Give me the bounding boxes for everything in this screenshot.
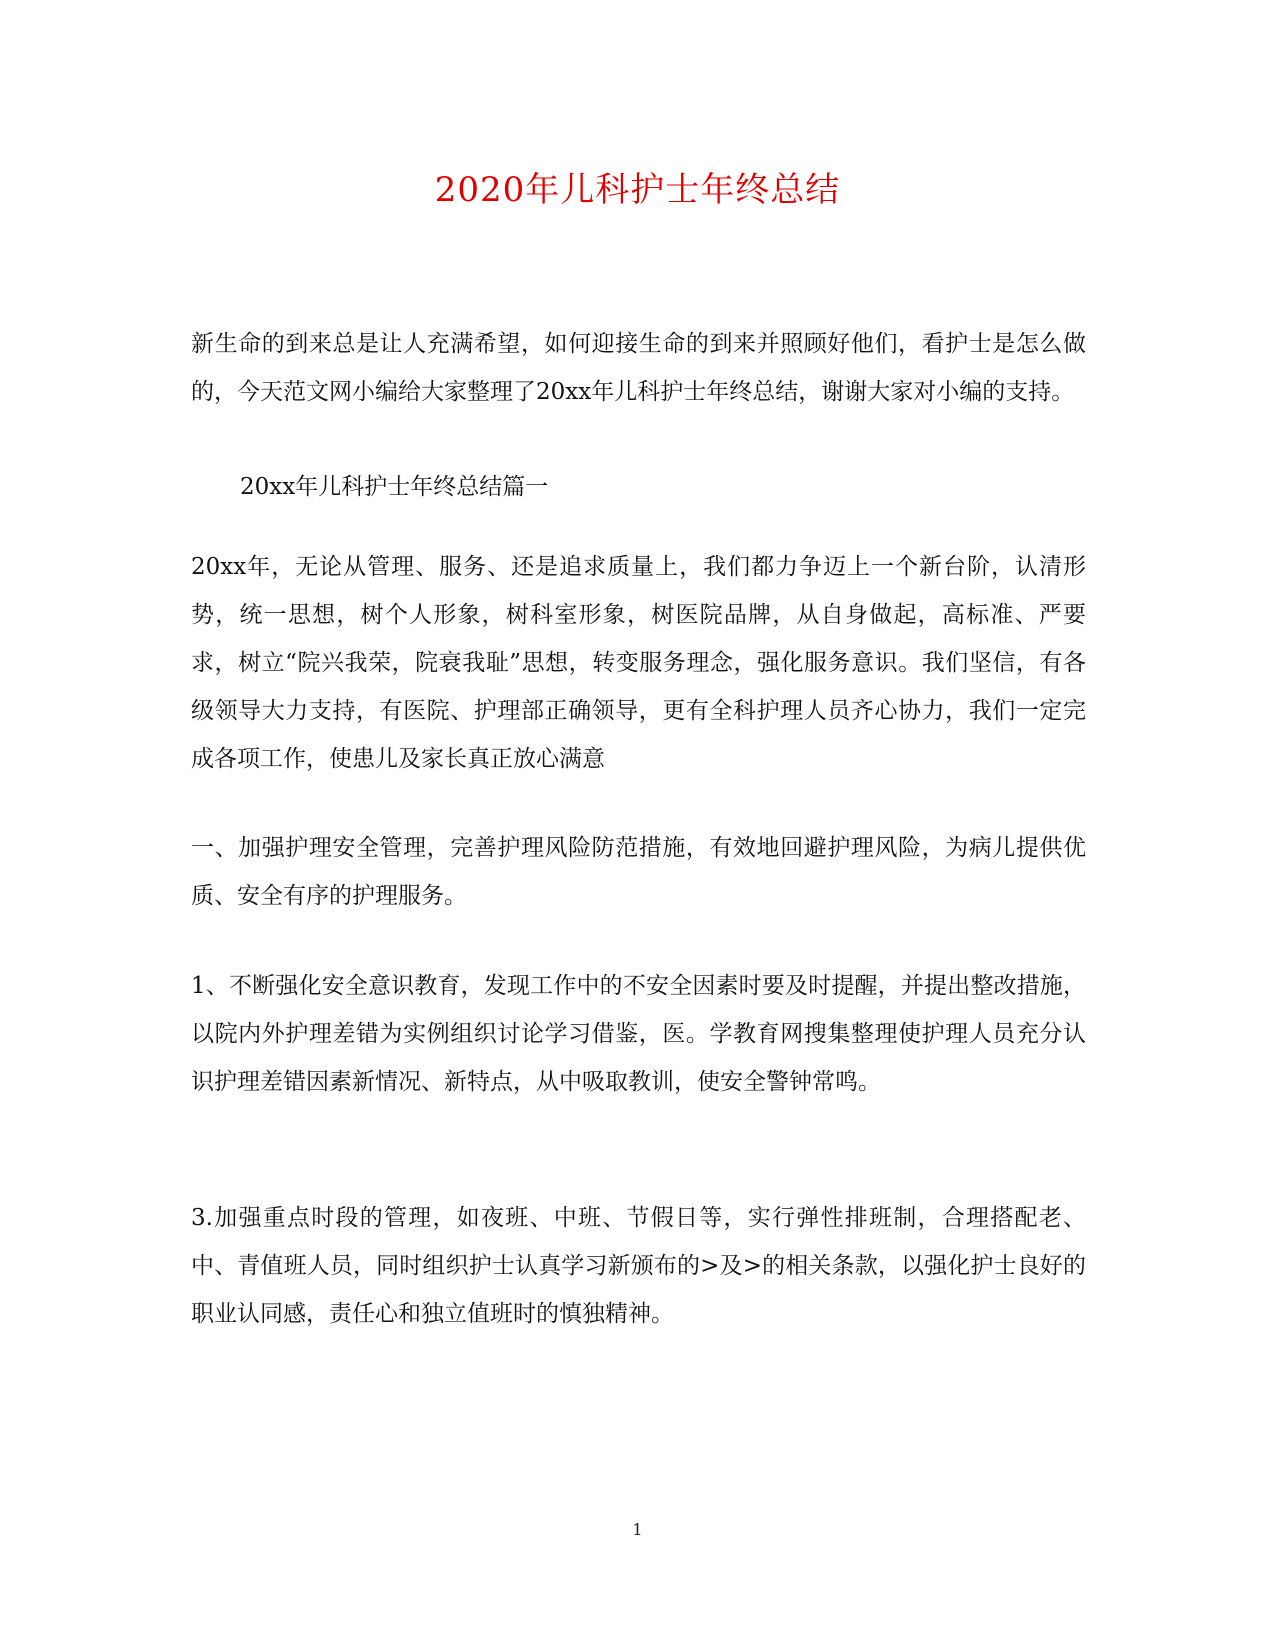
body-paragraph: 20xx年，无论从管理、服务、还是追求质量上，我们都力争迈上一个新台阶，认清形势，统一思想，树个人形象，树科室形象，树医院品牌，从自身做起，高标准、严要求，树立“院兴我荣，院衰我耻”思想，转变服务理念，强化服务意识。我们坚信，有各级领导大力支持，有医院、护理部正确领导，更有全科护理人员齐心协力，我们一定完成各项工作，使患儿及家长真正放心满意: [191, 554, 1086, 772]
document-title: 2020年儿科护士年终总结: [434, 170, 841, 210]
numbered-heading: 一、加强护理安全管理，完善护理风险防范措施，有效地回避护理风险，为病儿提供优质、安全有序的护理服务。: [191, 835, 1086, 909]
page-number: 1: [632, 1520, 643, 1539]
section-heading: 20xx年儿科护士年终总结篇一: [240, 474, 549, 500]
list-paragraph-1: 1、不断强化安全意识教育，发现工作中的不安全因素时要及时提醒，并提出整改措施，以院内外护理差错为实例组织讨论学习借鉴，医。学教育网搜集整理使护理人员充分认识护理差错因素新情况、新特点，从中吸取教训，使安全警钟常鸣。: [191, 973, 1086, 1095]
list-paragraph-3: 3.加强重点时段的管理，如夜班、中班、节假日等，实行弹性排班制，合理搭配老、中、青值班人员，同时组织护士认真学习新颁布的>及>的相关条款，以强化护士良好的职业认同感，责任心和独立值班时的慎独精神。: [191, 1205, 1086, 1327]
intro-paragraph: 新生命的到来总是让人充满希望，如何迎接生命的到来并照顾好他们，看护士是怎么做的，今天范文网小编给大家整理了20xx年儿科护士年终总结，谢谢大家对小编的支持。: [191, 331, 1086, 405]
